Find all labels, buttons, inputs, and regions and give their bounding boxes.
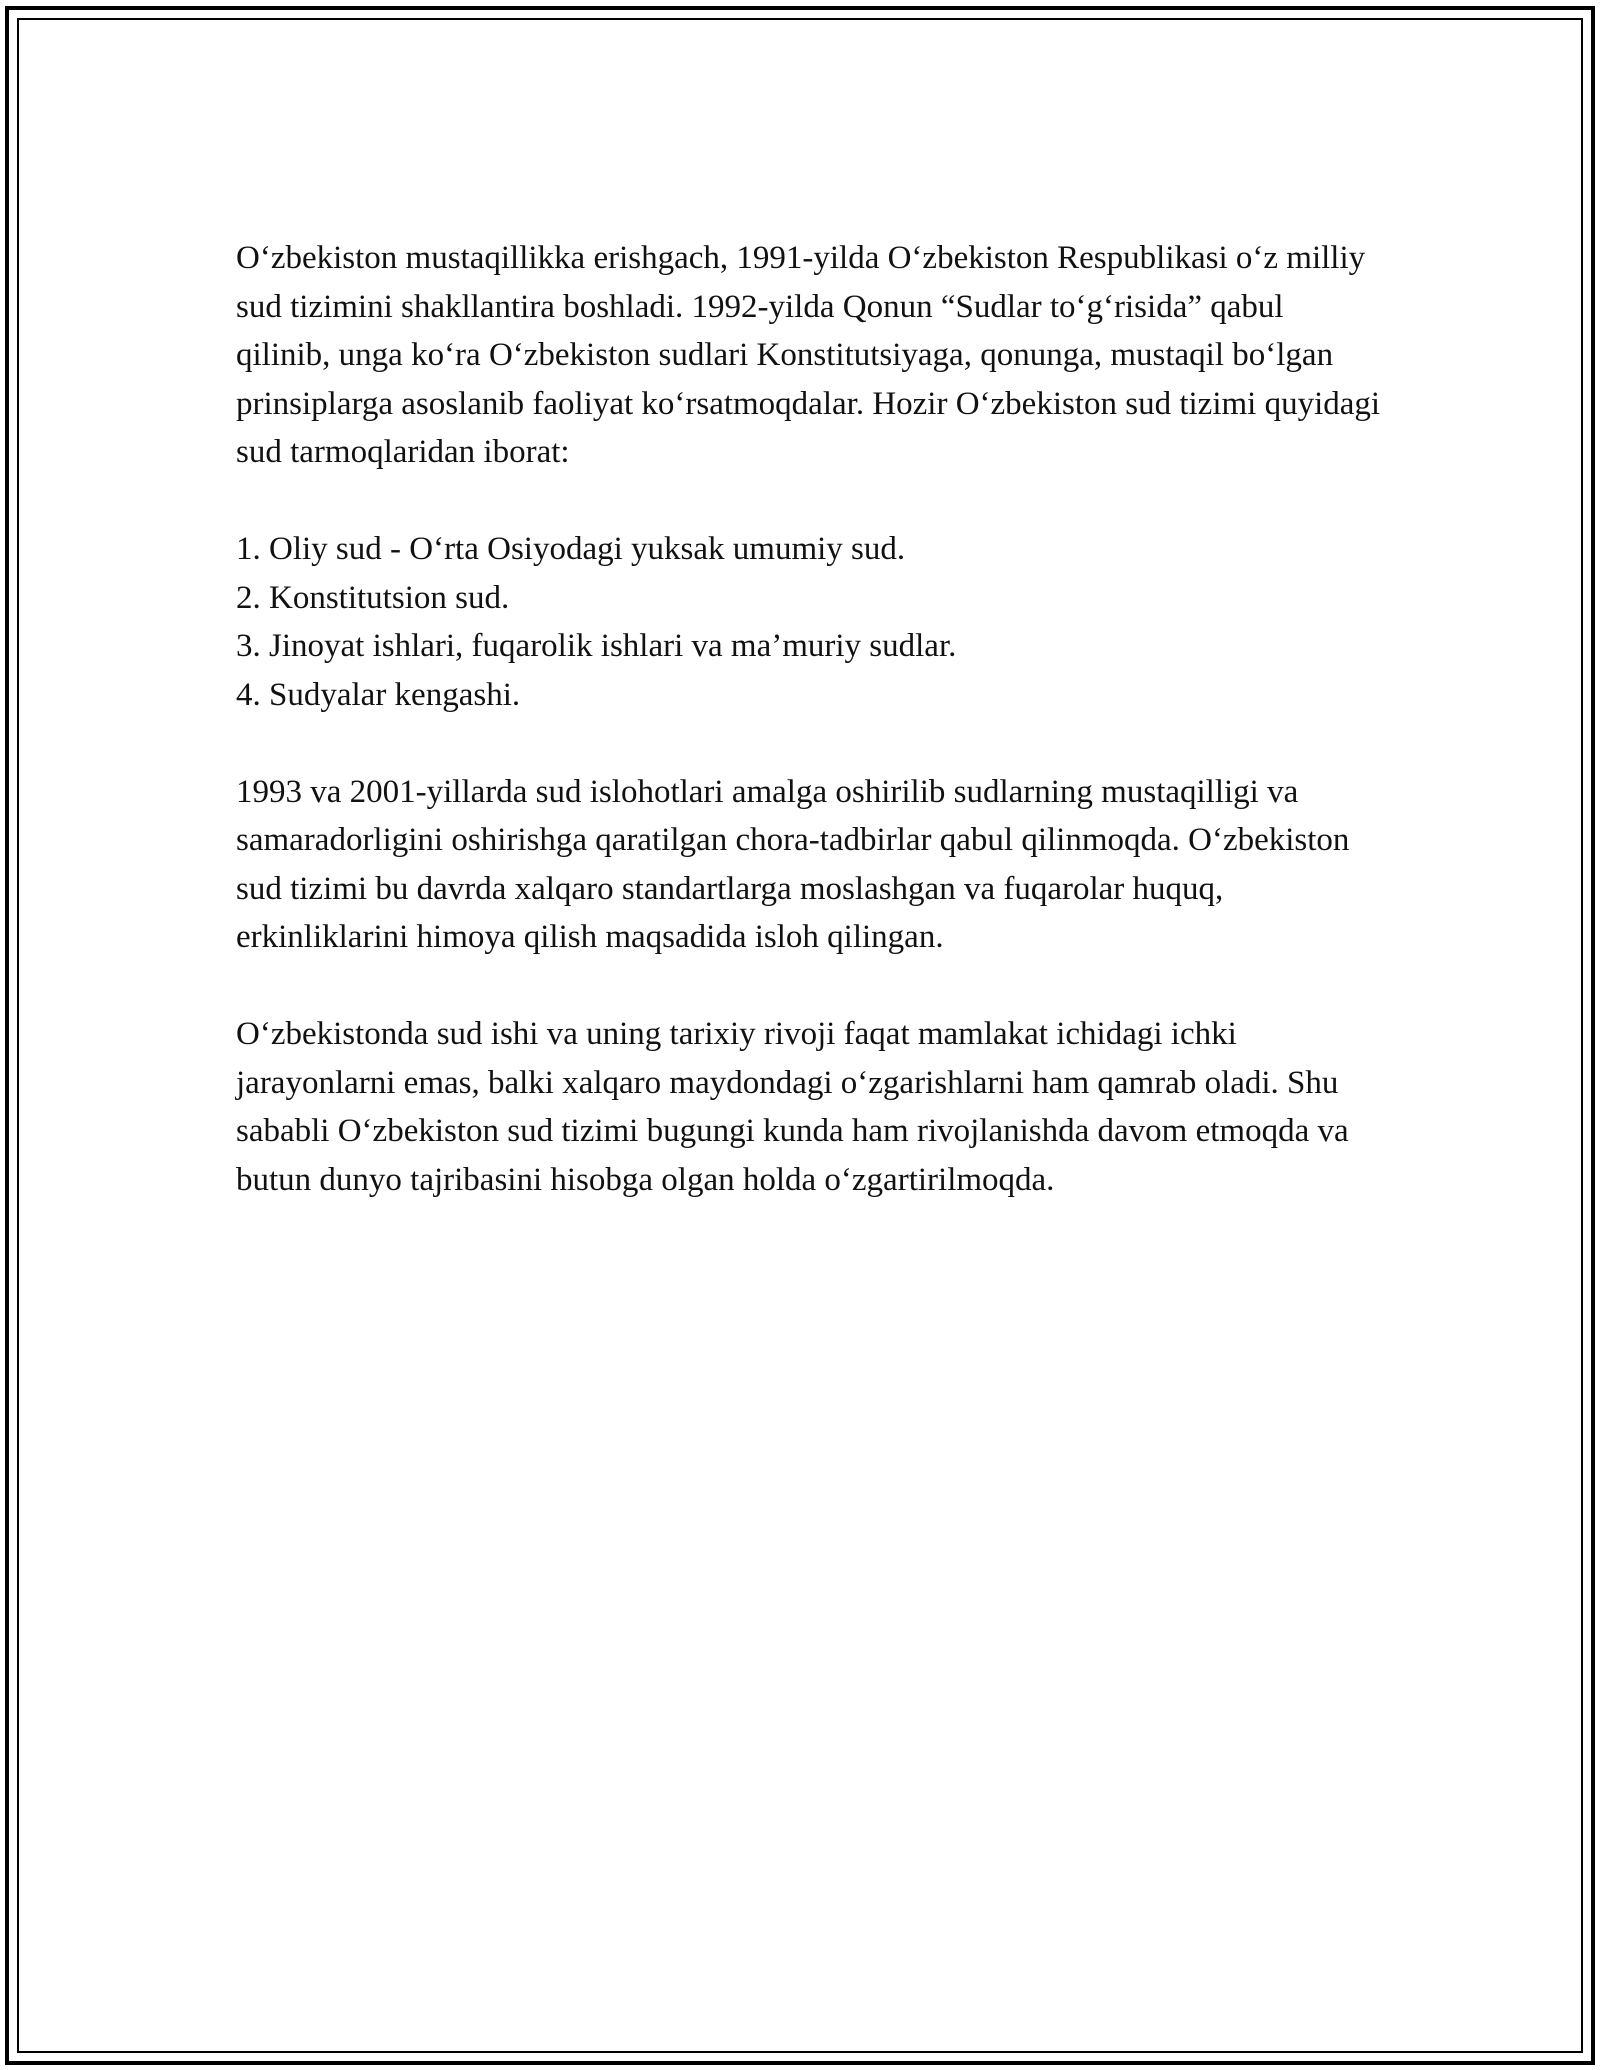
list-item: 4. Sudyalar kengashi.: [236, 676, 521, 713]
paragraph-reforms: 1993 va 2001-yillarda sud islohotlari amalga oshirilib sudlarning mustaqilligi va samaradorligini oshirishga qaratilgan chora-tadbirlar qabul qilinmoqda. O‘zbekiston sud tizimi bu davrda xalqaro standartlarga moslashgan va fuqarolar huquq, erkinliklarini himoya qilish maqsadida isloh qilingan.: [236, 773, 1350, 955]
list-item: 2. Konstitutsion sud.: [236, 579, 510, 616]
court-system-list: [236, 525, 1386, 719]
paragraph-intro: O‘zbekiston mustaqillikka erishgach, 1991-yilda O‘zbekiston Respublikasi o‘z milliy sud tizimini shakllantira boshladi. 1992-yilda Qonun “Sudlar to‘g‘risida” qabul qilinib, unga ko‘ra O‘zbekiston sudlari Konstitutsiyaga, qonunga, mustaqil bo‘lgan prinsiplarga asoslanib faoliyat ko‘rsatmoqdalar. Hozir O‘zbekiston sud tizimi quyidagi sud tarmoqlaridan iborat:: [236, 240, 1381, 470]
document-body: [236, 234, 1386, 1253]
list-item: 3. Jinoyat ishlari, fuqarolik ishlari va ma’muriy sudlar.: [236, 628, 957, 664]
list-item: 1. Oliy sud - O‘rta Osiyodagi yuksak umumiy sud.: [236, 531, 906, 567]
paragraph-development: O‘zbekistonda sud ishi va uning tarixiy rivoji faqat mamlakat ichidagi ichki jarayonlarni emas, balki xalqaro maydondagi o‘zgarishlarni ham qamrab oladi. Shu sababli O‘zbekiston sud tizimi bugungi kunda ham rivojlanishda davom etmoqda va butun dunyo tajribasini hisobga olgan holda o‘zgartirilmoqda.: [236, 1016, 1349, 1198]
